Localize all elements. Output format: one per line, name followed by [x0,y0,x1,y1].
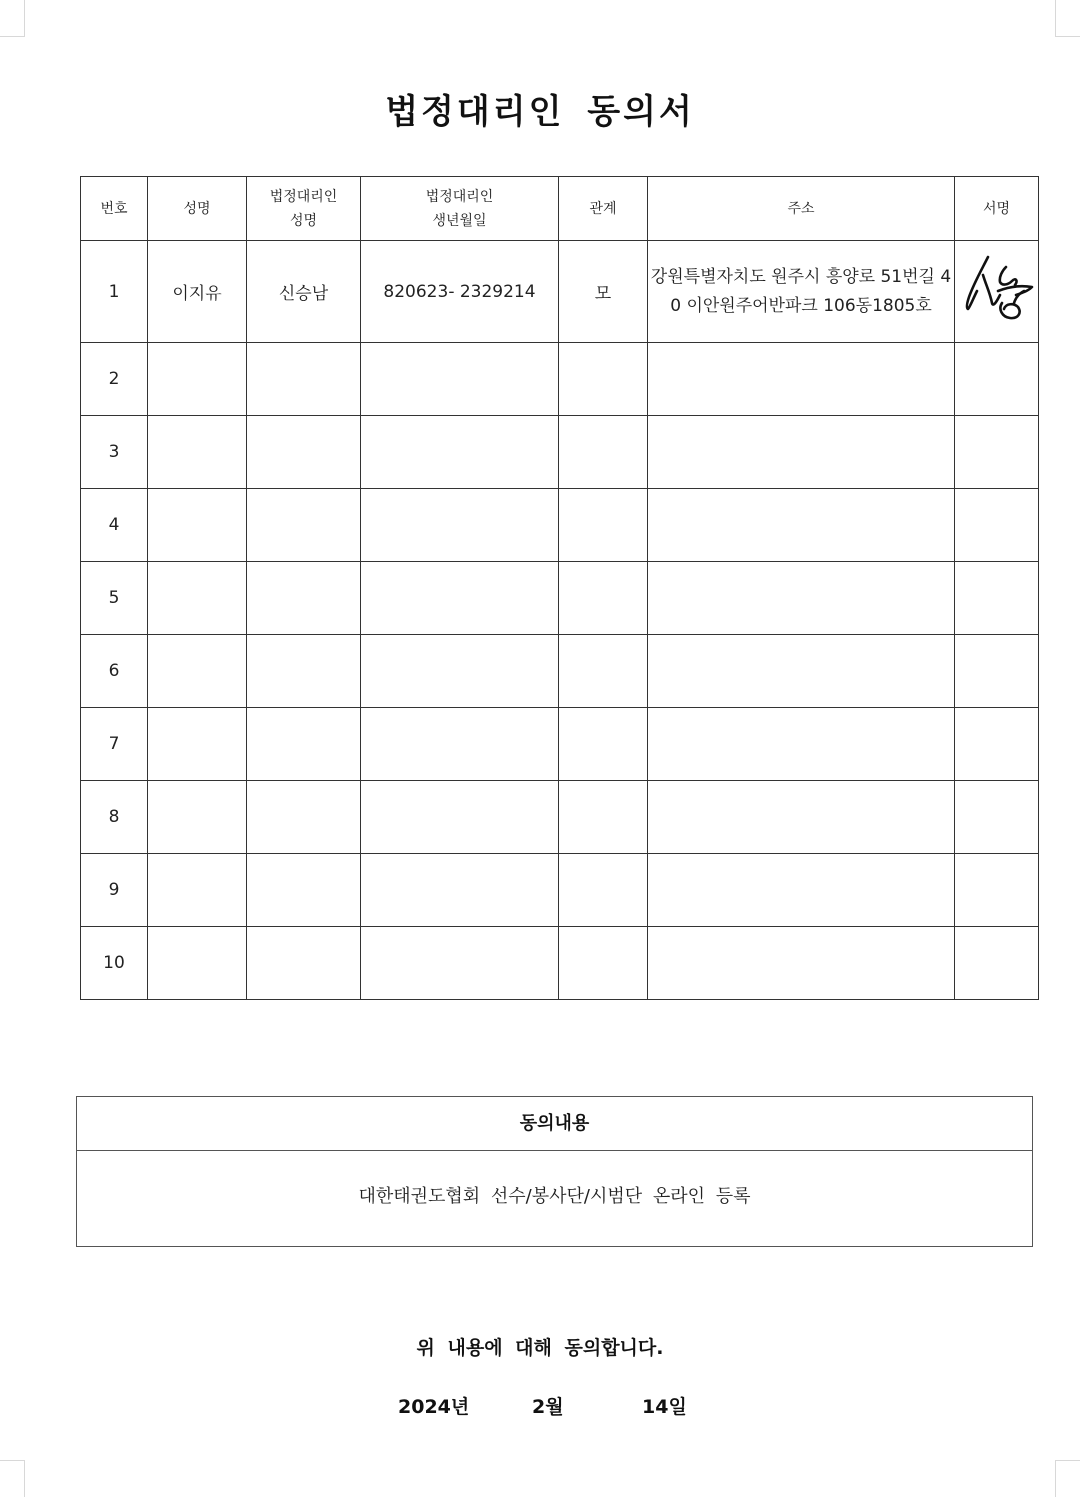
cell-signature [955,562,1039,635]
cell-name [148,854,247,927]
cell-no: 1 [81,241,148,343]
table-row [81,708,1039,781]
cell-guardian-birth [361,635,559,708]
cell-signature [955,241,1039,343]
date-year: 2024년 [398,1396,470,1418]
cell-guardian-birth [361,927,559,1000]
table-row [81,241,1039,343]
cell-name [148,489,247,562]
table-row [81,416,1039,489]
cell-address [648,343,955,416]
cell-address: 강원특별자치도 원주시 흥양로 51번길 40 이안원주어반파크 106동1805호 [648,241,955,343]
cell-guardian-name [247,562,361,635]
cell-relation [559,927,648,1000]
cell-address [648,489,955,562]
cell-signature [955,489,1039,562]
header-guardian-birth [361,177,559,241]
consent-box [76,1096,1033,1247]
guardian-table [80,176,1039,1000]
cell-guardian-birth: 820623- 2329214 [361,241,559,343]
cell-guardian-birth [361,343,559,416]
cell-address [648,781,955,854]
document-title: 법정대리인 동의서 [385,92,695,132]
header-signature: 서명 [955,177,1039,241]
cell-guardian-birth [361,854,559,927]
cell-no: 4 [81,489,148,562]
cell-address [648,927,955,1000]
cell-signature [955,781,1039,854]
cell-address [648,708,955,781]
header-name: 성명 [148,177,247,241]
header-guardian-birth-line1: 법정대리인 [425,188,494,205]
cell-relation: 모 [559,241,648,343]
table-header-row [81,177,1039,241]
table-row [81,343,1039,416]
crop-mark-bottom-left [0,1460,25,1497]
cell-signature [955,708,1039,781]
crop-mark-bottom-right [1055,1460,1080,1497]
cell-signature [955,854,1039,927]
cell-name [148,927,247,1000]
cell-no: 6 [81,635,148,708]
cell-no: 5 [81,562,148,635]
header-guardian-name-line2: 성명 [289,212,318,229]
cell-guardian-name [247,854,361,927]
cell-relation [559,635,648,708]
cell-name [148,635,247,708]
cell-no: 2 [81,343,148,416]
cell-address [648,635,955,708]
cell-address [648,416,955,489]
agreement-statement: 위 내용에 대해 동의합니다. [416,1337,664,1359]
table-row [81,927,1039,1000]
cell-relation [559,562,648,635]
cell-no: 8 [81,781,148,854]
cell-guardian-name [247,781,361,854]
cell-address [648,562,955,635]
cell-address [648,854,955,927]
cell-name [148,781,247,854]
cell-guardian-name [247,489,361,562]
date-day: 14일 [642,1396,687,1418]
table-row [81,781,1039,854]
table-row [81,562,1039,635]
cell-signature [955,343,1039,416]
cell-guardian-birth [361,416,559,489]
cell-guardian-name [247,343,361,416]
crop-mark-top-right [1055,0,1080,37]
header-address: 주소 [648,177,955,241]
cell-relation [559,854,648,927]
cell-guardian-birth [361,489,559,562]
cell-relation [559,343,648,416]
cell-guardian-birth [361,781,559,854]
header-relation: 관계 [559,177,648,241]
header-guardian-name [247,177,361,241]
cell-relation [559,781,648,854]
cell-name [148,562,247,635]
cell-name: 이지유 [148,241,247,343]
cell-signature [955,927,1039,1000]
table-row [81,489,1039,562]
consent-heading: 동의내용 [77,1097,1032,1151]
date-month: 2월 [532,1396,564,1418]
handwritten-signature [958,251,1036,333]
cell-no: 3 [81,416,148,489]
cell-no: 7 [81,708,148,781]
header-no: 번호 [81,177,148,241]
cell-guardian-name [247,416,361,489]
cell-name [148,343,247,416]
cell-relation [559,708,648,781]
cell-no: 9 [81,854,148,927]
cell-no: 10 [81,927,148,1000]
cell-signature [955,635,1039,708]
table-row [81,854,1039,927]
consent-content: 대한태권도협회 선수/봉사단/시범단 온라인 등록 [358,1186,751,1207]
cell-signature [955,416,1039,489]
cell-relation [559,416,648,489]
cell-guardian-name [247,635,361,708]
header-guardian-name-line1: 법정대리인 [269,188,338,205]
cell-name [148,416,247,489]
cell-name [148,708,247,781]
cell-guardian-name [247,708,361,781]
header-guardian-birth-line2: 생년월일 [432,212,487,229]
cell-relation [559,489,648,562]
cell-guardian-birth [361,708,559,781]
cell-guardian-birth [361,562,559,635]
crop-mark-top-left [0,0,25,37]
table-row [81,635,1039,708]
cell-guardian-name: 신승남 [247,241,361,343]
cell-guardian-name [247,927,361,1000]
